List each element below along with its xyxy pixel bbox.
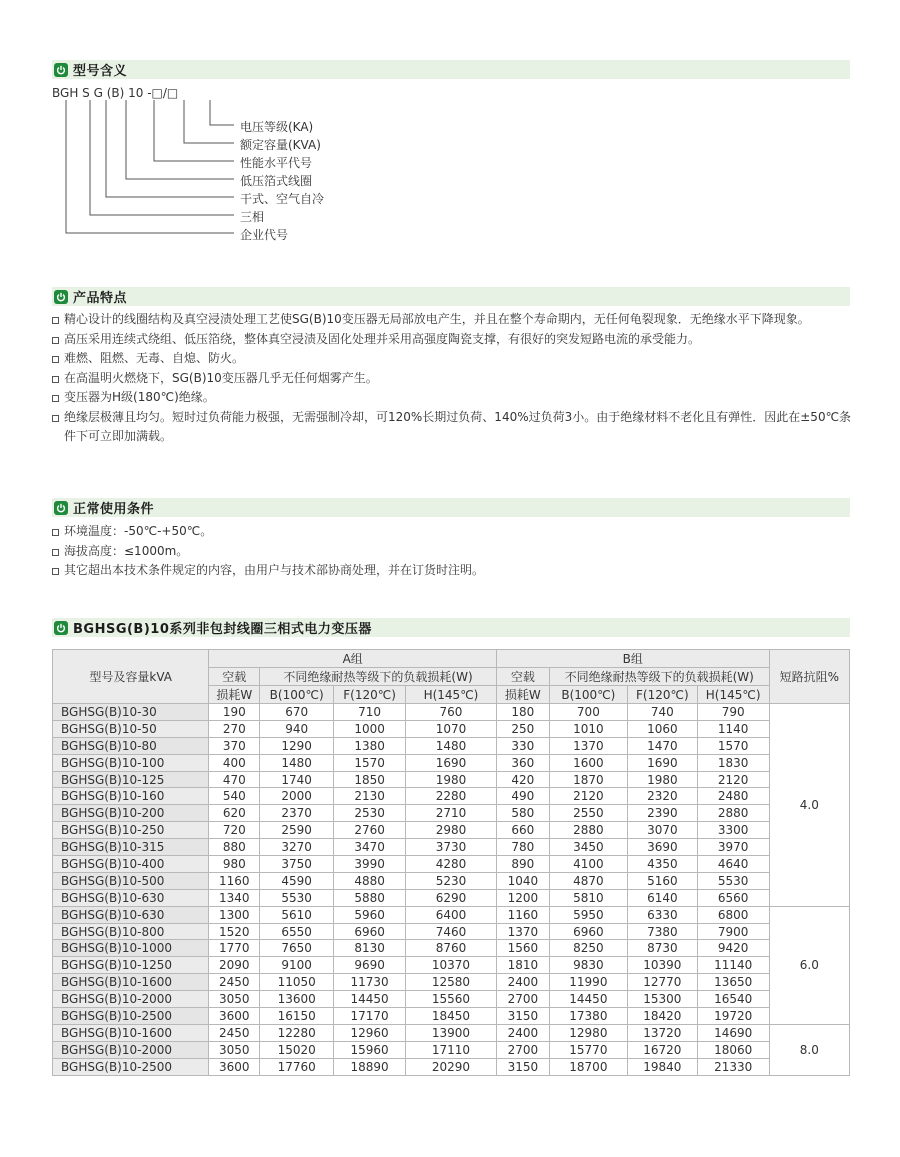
value-cell: 12770 — [627, 974, 697, 991]
value-cell: 980 — [209, 856, 260, 873]
value-cell: 7650 — [260, 940, 334, 957]
model-part-label: 企业代号 — [240, 228, 289, 242]
header-impedance: 短路抗阻% — [769, 650, 849, 704]
header-noload-unit: 损耗W — [209, 686, 260, 704]
value-cell: 17380 — [549, 1008, 627, 1025]
value-cell: 2120 — [549, 788, 627, 805]
header-class-f: F(120℃) — [334, 686, 406, 704]
table-row — [53, 923, 850, 940]
value-cell: 1370 — [549, 737, 627, 754]
value-cell: 2370 — [260, 805, 334, 822]
value-cell: 1520 — [209, 923, 260, 940]
value-cell: 5880 — [334, 889, 406, 906]
value-cell: 1470 — [627, 737, 697, 754]
value-cell: 14450 — [334, 991, 406, 1008]
list-item: 环境温度：-50℃-+50℃。 — [52, 522, 852, 542]
table-row — [53, 822, 850, 839]
header-class-h: H(145℃) — [697, 686, 769, 704]
value-cell: 18450 — [406, 1008, 497, 1025]
value-cell: 940 — [260, 720, 334, 737]
value-cell: 6960 — [334, 923, 406, 940]
header-class-h: H(145℃) — [406, 686, 497, 704]
value-cell: 18700 — [549, 1058, 627, 1075]
value-cell: 1770 — [209, 940, 260, 957]
table-row — [53, 1058, 850, 1075]
model-cell: BGHSG(B)10-800 — [53, 923, 209, 940]
value-cell: 21330 — [697, 1058, 769, 1075]
value-cell: 2700 — [496, 1041, 549, 1058]
value-cell: 190 — [209, 704, 260, 721]
list-item: 精心设计的线圈结构及真空浸渍处理工艺使SG(B)10变压器无局部放电产生，并且在整个寿命期内，无任何龟裂现象．无绝缘水平下降现象。 — [52, 310, 852, 330]
value-cell: 4280 — [406, 856, 497, 873]
value-cell: 2120 — [697, 771, 769, 788]
value-cell: 16720 — [627, 1041, 697, 1058]
value-cell: 1160 — [496, 906, 549, 923]
model-cell: BGHSG(B)10-630 — [53, 906, 209, 923]
value-cell: 4100 — [549, 856, 627, 873]
value-cell: 13650 — [697, 974, 769, 991]
section-title: 正常使用条件 — [73, 502, 155, 517]
value-cell: 270 — [209, 720, 260, 737]
value-cell: 540 — [209, 788, 260, 805]
value-cell: 1980 — [406, 771, 497, 788]
section-title: BGHSG(B)10系列非包封线圈三相式电力变压器 — [73, 622, 372, 637]
value-cell: 2760 — [334, 822, 406, 839]
value-cell: 12980 — [549, 1024, 627, 1041]
value-cell: 8250 — [549, 940, 627, 957]
value-cell: 3300 — [697, 822, 769, 839]
header-class-f: F(120℃) — [627, 686, 697, 704]
list-item: 绝缘层极薄且均匀。短时过负荷能力极强，无需强制冷却，可120%长期过负荷、140%过负荷3小。由于绝缘材料不老化且有弹性．因此在±50℃条件下可立即加满载。 — [52, 408, 852, 447]
impedance-cell: 8.0 — [769, 1024, 849, 1075]
value-cell: 11140 — [697, 957, 769, 974]
model-cell: BGHSG(B)10-2000 — [53, 991, 209, 1008]
value-cell: 11050 — [260, 974, 334, 991]
value-cell: 1480 — [406, 737, 497, 754]
value-cell: 1290 — [260, 737, 334, 754]
table-row — [53, 704, 850, 721]
value-cell: 6560 — [697, 889, 769, 906]
table-row — [53, 957, 850, 974]
model-cell: BGHSG(B)10-500 — [53, 872, 209, 889]
model-tree-diagram — [52, 84, 372, 254]
value-cell: 1000 — [334, 720, 406, 737]
value-cell: 4350 — [627, 856, 697, 873]
value-cell: 660 — [496, 822, 549, 839]
value-cell: 13600 — [260, 991, 334, 1008]
header-group-b: B组 — [496, 650, 769, 668]
value-cell: 3450 — [549, 839, 627, 856]
value-cell: 11730 — [334, 974, 406, 991]
value-cell: 12580 — [406, 974, 497, 991]
value-cell: 180 — [496, 704, 549, 721]
value-cell: 470 — [209, 771, 260, 788]
power-icon — [54, 501, 68, 515]
value-cell: 2980 — [406, 822, 497, 839]
value-cell: 6290 — [406, 889, 497, 906]
value-cell: 3600 — [209, 1008, 260, 1025]
model-cell: BGHSG(B)10-250 — [53, 822, 209, 839]
value-cell: 14450 — [549, 991, 627, 1008]
value-cell: 12960 — [334, 1024, 406, 1041]
impedance-cell: 6.0 — [769, 906, 849, 1024]
value-cell: 15300 — [627, 991, 697, 1008]
value-cell: 3470 — [334, 839, 406, 856]
value-cell: 670 — [260, 704, 334, 721]
model-cell: BGHSG(B)10-125 — [53, 771, 209, 788]
value-cell: 8130 — [334, 940, 406, 957]
value-cell: 15960 — [334, 1041, 406, 1058]
value-cell: 710 — [334, 704, 406, 721]
header-noload-unit: 损耗W — [496, 686, 549, 704]
value-cell: 3150 — [496, 1058, 549, 1075]
value-cell: 1870 — [549, 771, 627, 788]
list-item: 难燃、阻燃、无毒、自熄、防火。 — [52, 349, 852, 369]
value-cell: 1850 — [334, 771, 406, 788]
value-cell: 6400 — [406, 906, 497, 923]
value-cell: 1690 — [406, 754, 497, 771]
model-cell: BGHSG(B)10-1000 — [53, 940, 209, 957]
value-cell: 18060 — [697, 1041, 769, 1058]
value-cell: 12280 — [260, 1024, 334, 1041]
section-header-features — [52, 287, 850, 306]
header-loadloss: 不同绝缘耐热等级下的负载损耗(W) — [260, 668, 497, 686]
model-part-label: 三相 — [240, 210, 265, 224]
value-cell: 10390 — [627, 957, 697, 974]
value-cell: 790 — [697, 704, 769, 721]
section-header-meaning — [52, 60, 850, 79]
value-cell: 3070 — [627, 822, 697, 839]
value-cell: 1370 — [496, 923, 549, 940]
value-cell: 2400 — [496, 974, 549, 991]
value-cell: 1140 — [697, 720, 769, 737]
value-cell: 3690 — [627, 839, 697, 856]
value-cell: 2400 — [496, 1024, 549, 1041]
table-row — [53, 1024, 850, 1041]
value-cell: 5810 — [549, 889, 627, 906]
value-cell: 5160 — [627, 872, 697, 889]
value-cell: 5960 — [334, 906, 406, 923]
table-row — [53, 889, 850, 906]
value-cell: 2000 — [260, 788, 334, 805]
value-cell: 5610 — [260, 906, 334, 923]
model-cell: BGHSG(B)10-400 — [53, 856, 209, 873]
header-noload: 空载 — [496, 668, 549, 686]
value-cell: 880 — [209, 839, 260, 856]
value-cell: 620 — [209, 805, 260, 822]
value-cell: 780 — [496, 839, 549, 856]
value-cell: 420 — [496, 771, 549, 788]
value-cell: 1570 — [697, 737, 769, 754]
model-cell: BGHSG(B)10-2500 — [53, 1008, 209, 1025]
value-cell: 9690 — [334, 957, 406, 974]
table-row — [53, 872, 850, 889]
value-cell: 1340 — [209, 889, 260, 906]
model-cell: BGHSG(B)10-2000 — [53, 1041, 209, 1058]
section-header-table — [52, 618, 850, 637]
value-cell: 14690 — [697, 1024, 769, 1041]
model-cell: BGHSG(B)10-1600 — [53, 974, 209, 991]
value-cell: 1070 — [406, 720, 497, 737]
value-cell: 6800 — [697, 906, 769, 923]
value-cell: 9100 — [260, 957, 334, 974]
power-icon — [54, 290, 68, 304]
value-cell: 890 — [496, 856, 549, 873]
model-cell: BGHSG(B)10-30 — [53, 704, 209, 721]
table-row — [53, 754, 850, 771]
value-cell: 7460 — [406, 923, 497, 940]
value-cell: 2130 — [334, 788, 406, 805]
value-cell: 2880 — [549, 822, 627, 839]
value-cell: 1060 — [627, 720, 697, 737]
conditions-list — [52, 522, 852, 581]
table-row — [53, 940, 850, 957]
model-cell: BGHSG(B)10-315 — [53, 839, 209, 856]
features-list — [52, 310, 852, 447]
header-noload: 空载 — [209, 668, 260, 686]
list-item: 变压器为H级(180℃)绝缘。 — [52, 388, 852, 408]
header-loadloss: 不同绝缘耐热等级下的负载损耗(W) — [549, 668, 769, 686]
value-cell: 760 — [406, 704, 497, 721]
value-cell: 330 — [496, 737, 549, 754]
table-row — [53, 720, 850, 737]
model-code: BGH S G (B) 10 -□/□ — [52, 86, 179, 100]
table-row — [53, 788, 850, 805]
value-cell: 740 — [627, 704, 697, 721]
value-cell: 15020 — [260, 1041, 334, 1058]
value-cell: 400 — [209, 754, 260, 771]
value-cell: 1810 — [496, 957, 549, 974]
table-row — [53, 737, 850, 754]
model-cell: BGHSG(B)10-1250 — [53, 957, 209, 974]
model-cell: BGHSG(B)10-1600 — [53, 1024, 209, 1041]
table-row — [53, 1041, 850, 1058]
section-header-conditions — [52, 498, 850, 517]
value-cell: 1600 — [549, 754, 627, 771]
value-cell: 3730 — [406, 839, 497, 856]
value-cell: 10370 — [406, 957, 497, 974]
value-cell: 3270 — [260, 839, 334, 856]
value-cell: 9830 — [549, 957, 627, 974]
table-row — [53, 906, 850, 923]
list-item: 高压采用连续式绕组、低压箔绕，整体真空浸渍及固化处理并采用高强度陶瓷支撑，有很好的突发短路电流的承受能力。 — [52, 330, 852, 350]
value-cell: 2450 — [209, 1024, 260, 1041]
value-cell: 5530 — [697, 872, 769, 889]
value-cell: 2550 — [549, 805, 627, 822]
value-cell: 9420 — [697, 940, 769, 957]
power-icon — [54, 63, 68, 77]
model-cell: BGHSG(B)10-100 — [53, 754, 209, 771]
value-cell: 360 — [496, 754, 549, 771]
value-cell: 6330 — [627, 906, 697, 923]
value-cell: 490 — [496, 788, 549, 805]
value-cell: 370 — [209, 737, 260, 754]
value-cell: 16540 — [697, 991, 769, 1008]
value-cell: 4870 — [549, 872, 627, 889]
value-cell: 1830 — [697, 754, 769, 771]
model-cell: BGHSG(B)10-160 — [53, 788, 209, 805]
value-cell: 17760 — [260, 1058, 334, 1075]
impedance-cell: 4.0 — [769, 704, 849, 907]
value-cell: 15560 — [406, 991, 497, 1008]
table-row — [53, 991, 850, 1008]
value-cell: 1560 — [496, 940, 549, 957]
value-cell: 720 — [209, 822, 260, 839]
value-cell: 6550 — [260, 923, 334, 940]
model-part-label: 额定容量(KVA) — [240, 138, 321, 152]
value-cell: 3750 — [260, 856, 334, 873]
value-cell: 4590 — [260, 872, 334, 889]
model-cell: BGHSG(B)10-2500 — [53, 1058, 209, 1075]
value-cell: 2390 — [627, 805, 697, 822]
model-part-label: 电压等级(KA) — [240, 120, 314, 134]
value-cell: 1570 — [334, 754, 406, 771]
list-item: 其它超出本技术条件规定的内容，由用户与技术部协商处理，并在订货时注明。 — [52, 561, 852, 581]
table-row — [53, 839, 850, 856]
value-cell: 700 — [549, 704, 627, 721]
model-cell: BGHSG(B)10-630 — [53, 889, 209, 906]
value-cell: 19720 — [697, 1008, 769, 1025]
table-row — [53, 771, 850, 788]
value-cell: 6140 — [627, 889, 697, 906]
value-cell: 18890 — [334, 1058, 406, 1075]
table-row — [53, 974, 850, 991]
header-class-b: B(100℃) — [260, 686, 334, 704]
value-cell: 7900 — [697, 923, 769, 940]
value-cell: 5530 — [260, 889, 334, 906]
value-cell: 4640 — [697, 856, 769, 873]
value-cell: 2450 — [209, 974, 260, 991]
value-cell: 17110 — [406, 1041, 497, 1058]
value-cell: 1010 — [549, 720, 627, 737]
section-title: 产品特点 — [73, 291, 128, 306]
value-cell: 1380 — [334, 737, 406, 754]
value-cell: 7380 — [627, 923, 697, 940]
value-cell: 11990 — [549, 974, 627, 991]
value-cell: 2880 — [697, 805, 769, 822]
value-cell: 8730 — [627, 940, 697, 957]
value-cell: 1160 — [209, 872, 260, 889]
header-group-a: A组 — [209, 650, 496, 668]
model-part-label: 低压箔式线圈 — [240, 174, 313, 188]
value-cell: 4880 — [334, 872, 406, 889]
model-part-label: 干式、空气自冷 — [240, 192, 325, 206]
value-cell: 17170 — [334, 1008, 406, 1025]
list-item: 海拔高度：≤1000m。 — [52, 542, 852, 562]
list-item: 在高温明火燃烧下，SG(B)10变压器几乎无任何烟雾产生。 — [52, 369, 852, 389]
value-cell: 15770 — [549, 1041, 627, 1058]
value-cell: 2590 — [260, 822, 334, 839]
value-cell: 13720 — [627, 1024, 697, 1041]
value-cell: 2710 — [406, 805, 497, 822]
value-cell: 1300 — [209, 906, 260, 923]
spec-table — [52, 649, 850, 1076]
value-cell: 20290 — [406, 1058, 497, 1075]
header-model: 型号及容量kVA — [53, 650, 209, 704]
value-cell: 2530 — [334, 805, 406, 822]
value-cell: 1980 — [627, 771, 697, 788]
power-icon — [54, 621, 68, 635]
value-cell: 1480 — [260, 754, 334, 771]
value-cell: 18420 — [627, 1008, 697, 1025]
value-cell: 2090 — [209, 957, 260, 974]
value-cell: 3050 — [209, 991, 260, 1008]
value-cell: 2700 — [496, 991, 549, 1008]
value-cell: 1040 — [496, 872, 549, 889]
value-cell: 580 — [496, 805, 549, 822]
model-cell: BGHSG(B)10-50 — [53, 720, 209, 737]
section-title: 型号含义 — [73, 64, 128, 79]
value-cell: 3600 — [209, 1058, 260, 1075]
value-cell: 2320 — [627, 788, 697, 805]
value-cell: 2480 — [697, 788, 769, 805]
value-cell: 19840 — [627, 1058, 697, 1075]
table-row — [53, 805, 850, 822]
header-class-b: B(100℃) — [549, 686, 627, 704]
value-cell: 6960 — [549, 923, 627, 940]
value-cell: 5950 — [549, 906, 627, 923]
value-cell: 1740 — [260, 771, 334, 788]
value-cell: 1200 — [496, 889, 549, 906]
value-cell: 5230 — [406, 872, 497, 889]
value-cell: 3990 — [334, 856, 406, 873]
model-part-label: 性能水平代号 — [240, 156, 313, 170]
value-cell: 3970 — [697, 839, 769, 856]
value-cell: 250 — [496, 720, 549, 737]
value-cell: 13900 — [406, 1024, 497, 1041]
value-cell: 8760 — [406, 940, 497, 957]
table-row — [53, 856, 850, 873]
model-cell: BGHSG(B)10-200 — [53, 805, 209, 822]
value-cell: 3150 — [496, 1008, 549, 1025]
value-cell: 1690 — [627, 754, 697, 771]
value-cell: 3050 — [209, 1041, 260, 1058]
value-cell: 16150 — [260, 1008, 334, 1025]
model-cell: BGHSG(B)10-80 — [53, 737, 209, 754]
table-row — [53, 1008, 850, 1025]
value-cell: 2280 — [406, 788, 497, 805]
